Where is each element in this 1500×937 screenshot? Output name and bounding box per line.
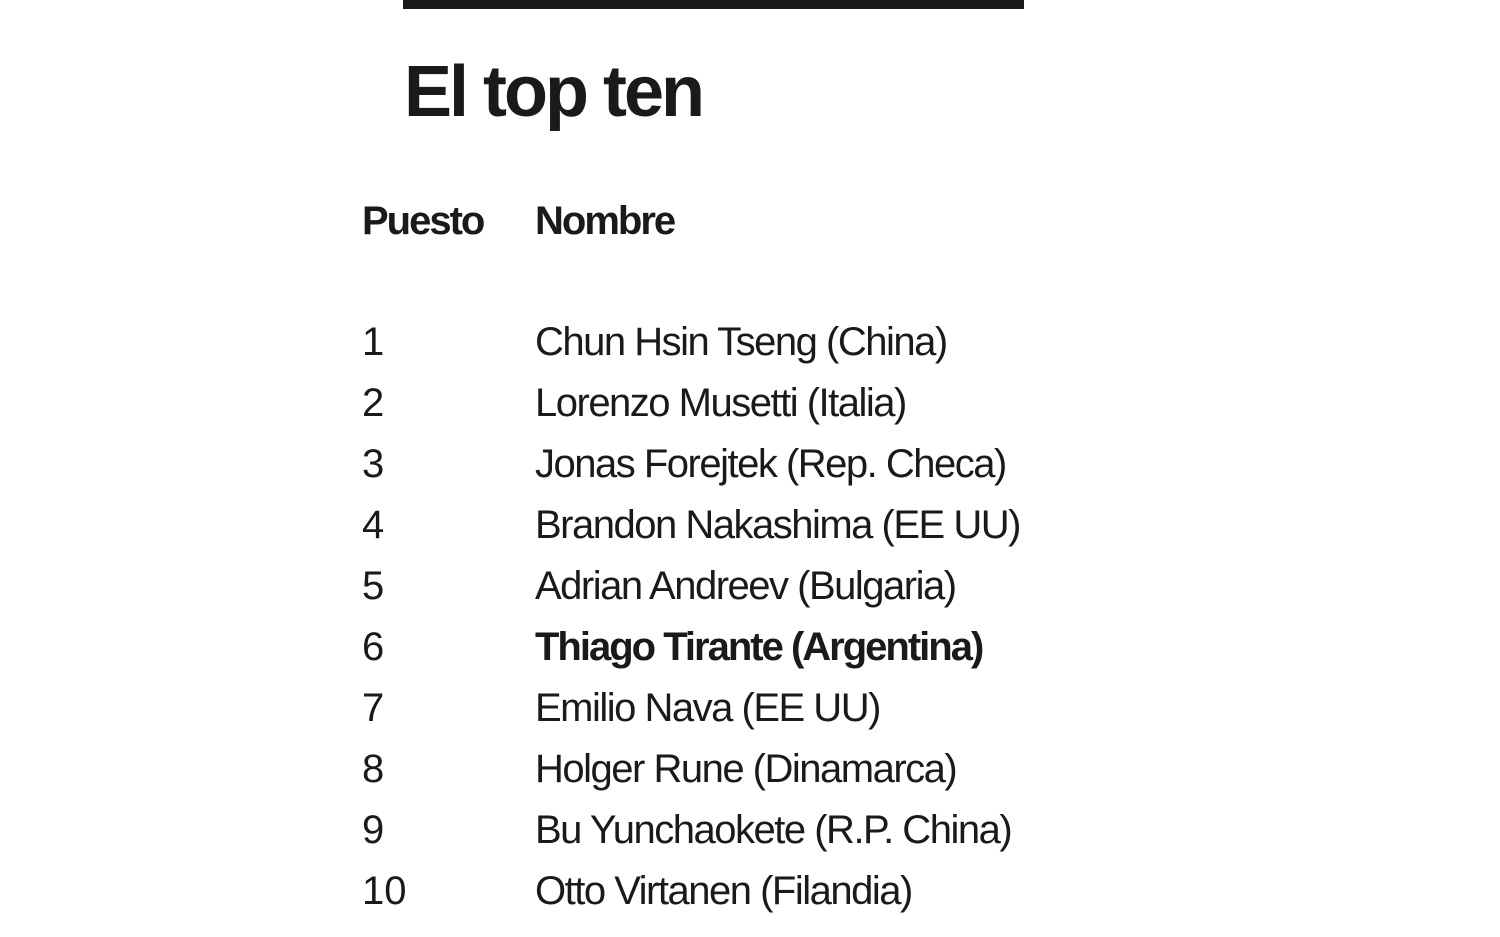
player-name: Otto Virtanen (Filandia) (535, 869, 912, 913)
rank-cell: 2 (362, 381, 385, 425)
rank-cell: 1 (362, 320, 385, 364)
rank-cell: 7 (362, 686, 385, 730)
player-name: Lorenzo Musetti (Italia) (535, 381, 906, 425)
player-name: Brandon Nakashima (EE UU) (535, 503, 1020, 547)
table-row (0, 861, 1500, 922)
table-row (0, 312, 1500, 373)
table-header (0, 193, 1500, 249)
top-rule (403, 0, 1024, 9)
table-row (0, 495, 1500, 556)
table-row (0, 434, 1500, 495)
table-row (0, 373, 1500, 434)
player-name: Bu Yunchaokete (R.P. China) (535, 808, 1012, 852)
table-row (0, 617, 1500, 678)
rank-cell: 10 (362, 869, 407, 913)
player-name: Chun Hsin Tseng (China) (535, 320, 947, 364)
column-header-rank: Puesto (362, 199, 484, 243)
rank-cell: 9 (362, 808, 385, 852)
table-row (0, 678, 1500, 739)
rank-cell: 3 (362, 442, 385, 486)
player-name: Jonas Forejtek (Rep. Checa) (535, 442, 1006, 486)
column-header-name: Nombre (535, 199, 675, 243)
table-row (0, 556, 1500, 617)
player-name: Thiago Tirante (Argentina) (535, 625, 983, 669)
table-row (0, 800, 1500, 861)
ranking-list (0, 312, 1500, 922)
page-title: El top ten (404, 52, 702, 132)
rank-cell: 8 (362, 747, 385, 791)
player-name: Adrian Andreev (Bulgaria) (535, 564, 956, 608)
table-row (0, 739, 1500, 800)
rank-cell: 5 (362, 564, 385, 608)
player-name: Holger Rune (Dinamarca) (535, 747, 957, 791)
rank-cell: 6 (362, 625, 385, 669)
player-name: Emilio Nava (EE UU) (535, 686, 880, 730)
rank-cell: 4 (362, 503, 385, 547)
